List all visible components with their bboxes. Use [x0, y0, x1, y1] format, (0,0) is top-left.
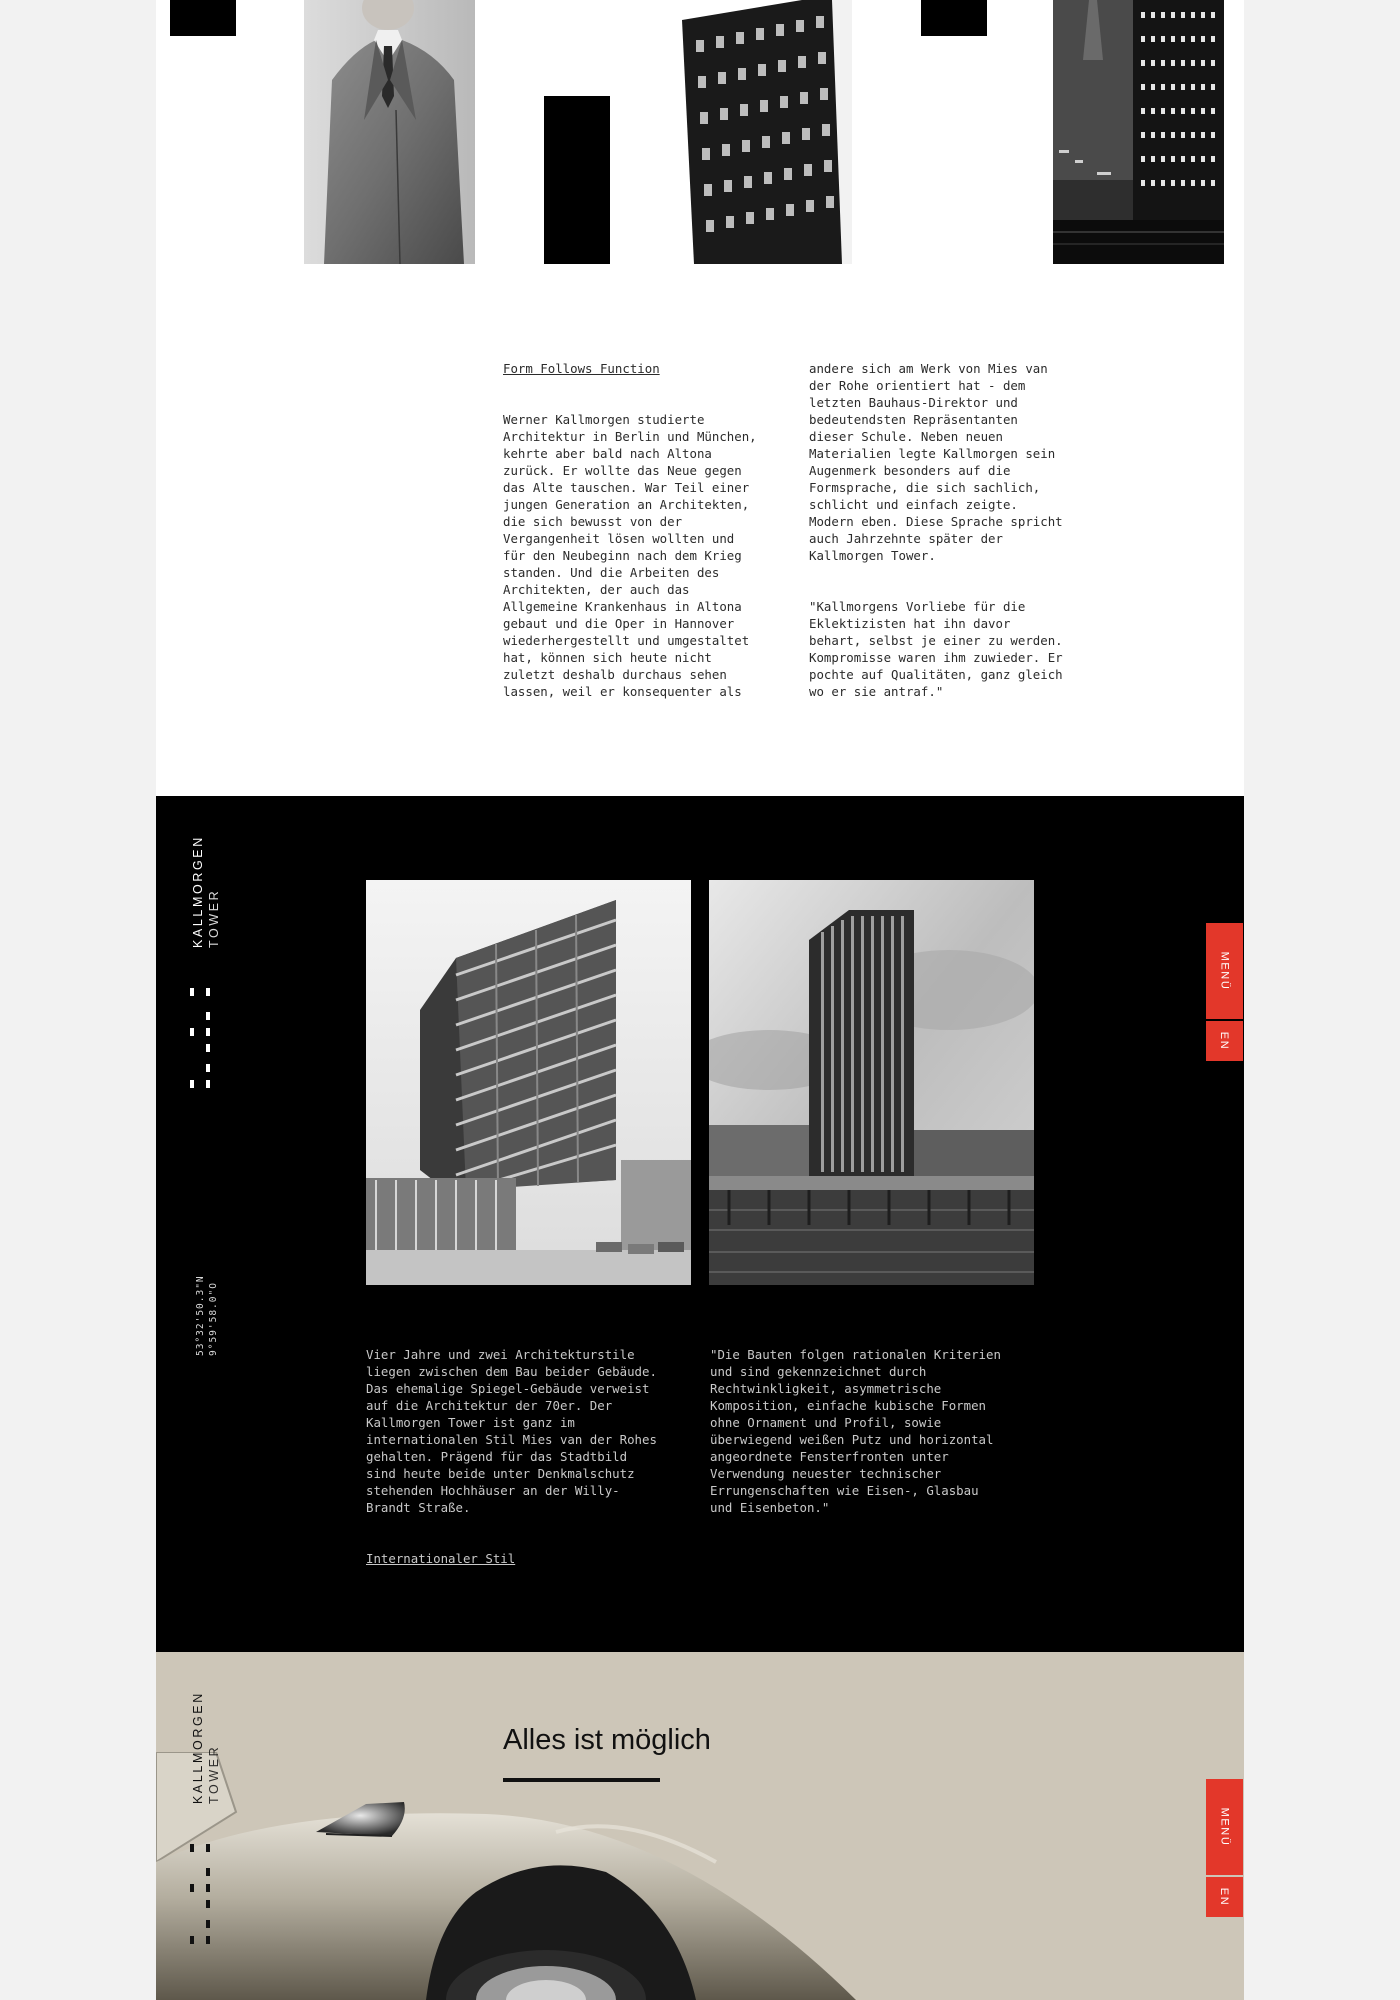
brand-bars-icon [190, 1824, 230, 1944]
form-follows-function-link[interactable]: Form Follows Function [503, 361, 660, 376]
decor-block [544, 96, 610, 264]
intro-section [156, 0, 1244, 796]
language-button[interactable] [1206, 1021, 1243, 1061]
style-text-col-2 [710, 1329, 1050, 1533]
brand-wordmark [190, 835, 222, 948]
intro-text-col-2 [809, 343, 1109, 717]
style-quote: "Die Bauten folgen rationalen Kriterien und sind gekennzeichnet durch Rechtwinkligkeit, asymmetrische Komposition, einfache kubische Formen ohne Ornament und Profil, sowie überwiegend weißen Putz und horizontal angeordnete Fensterfronten unter Verwendung neuester technischer Errungenschaften wie Eisen-, Glasbau und Eisenbeton." [710, 1347, 1001, 1515]
language-label: EN [1218, 1887, 1231, 1907]
coords-lon: 9°59'58.0"O [208, 1282, 219, 1356]
decor-block [170, 0, 236, 36]
kallmorgen-tower-photo [366, 880, 691, 1285]
menu-button[interactable] [1206, 1779, 1243, 1875]
style-paragraph: Vier Jahre und zwei Architekturstile liegen zwischen dem Bau beider Gebäude. Das ehemalige Spiegel-Gebäude verweist auf die Architektur der 70er. Der Kallmorgen Tower ist ganz im internationalen Stil Mies van der Rohes gehalten. Prägend für das Stadtbild sind heute beide unter Denkmalschutz stehenden Hochhäuser an der Willy- Brandt Straße. [366, 1347, 657, 1515]
page [156, 0, 1244, 2000]
style-text-col-1 [366, 1329, 706, 1584]
heading-underline [503, 1778, 660, 1782]
tower-photo [682, 0, 852, 264]
brand-wordmark [190, 1691, 222, 1804]
cars-section [156, 1652, 1244, 2000]
menu-button[interactable] [1206, 923, 1243, 1019]
style-section [156, 796, 1244, 1652]
menu-label: MENÜ [1218, 1807, 1231, 1847]
language-label: EN [1218, 1031, 1231, 1051]
intro-paragraph: andere sich am Werk von Mies van der Rohe orientiert hat - dem letzten Bauhaus-Direktor und bedeutendsten Repräsentanten dieser Schule. Neben neuen Materialien legte Kallmorgen sein Augenmerk besonders auf die Formsprache, die sich sachlich, schlicht und einfach zeigte. Modern eben. Diese Sprache spricht auch Jahrzehnte später der Kallmorgen Tower. [809, 361, 1063, 563]
brand-logo[interactable] [190, 835, 230, 1088]
language-button[interactable] [1206, 1877, 1243, 1917]
internationaler-stil-link[interactable]: Internationaler Stil [366, 1551, 516, 1566]
brand-line-2: TOWER [207, 1744, 221, 1804]
brand-line-2: TOWER [207, 888, 221, 948]
brand-line-1: KALLMORGEN [191, 835, 205, 948]
intro-text-col-1 [503, 343, 803, 717]
brand-bars-icon [190, 968, 230, 1088]
coords-lat: 53°32'50.3"N [195, 1275, 206, 1356]
brand-line-1: KALLMORGEN [191, 1691, 205, 1804]
spiegel-building-photo [709, 880, 1034, 1285]
night-photo [1053, 0, 1224, 264]
coordinates [194, 1275, 220, 1356]
section-heading: Alles ist möglich [503, 1724, 711, 1756]
portrait-photo [304, 0, 475, 264]
car-photo [156, 1752, 916, 2000]
decor-block [921, 0, 987, 36]
brand-logo[interactable] [190, 1691, 230, 1944]
intro-paragraph: Werner Kallmorgen studierte Architektur in Berlin und München, kehrte aber bald nach Altona zurück. Er wollte das Neue gegen das Alte tauschen. War Teil einer jungen Generation an Architekten, die sich bewusst von der Vergangenheit lösen wollten und für den Neubeginn nach dem Krieg standen. Und die Arbeiten des Architekten, der auch das Allgemeine Krankenhaus in Altona gebaut und die Oper in Hannover wiederhergestellt und umgestaltet hat, können sich heute nicht zuletzt deshalb durchaus sehen lassen, weil er konsequenter als [503, 412, 757, 699]
menu-label: MENÜ [1218, 951, 1231, 991]
intro-quote: "Kallmorgens Vorliebe für die Eklektizisten hat ihn davor behart, selbst je einer zu werden. Kompromisse waren ihm zuwieder. Er pochte auf Qualitäten, ganz gleich wo er sie antraf." [809, 599, 1063, 699]
